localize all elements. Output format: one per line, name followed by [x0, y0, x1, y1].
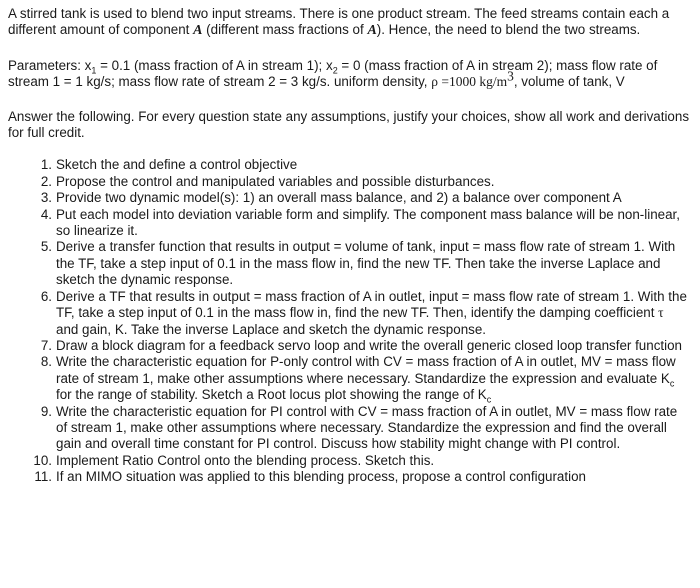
component-a-symbol: A	[367, 23, 377, 39]
question-list	[8, 157, 692, 485]
question-item: 7. Draw a block diagram for a feedback servo loop and write the overall generic closed loop transfer function	[40, 337, 682, 353]
tau-symbol: τ	[658, 305, 664, 321]
question-item: 10. Implement Ratio Control onto the blending process. Sketch this.	[33, 452, 435, 468]
question-item: 9. Write the characteristic equation for PI control with CV = mass fraction of A in outlet, MV = mass flow rate of stream 1, make other assumptions where necessary. Standardize the expression and find the overall gain and overall time constant for PI control. Discuss how stability might change with PI control.	[40, 403, 678, 452]
question-item: 1. Sketch the and define a control objective	[40, 157, 298, 173]
question-item: 2. Propose the control and manipulated variables and possible disturbances.	[40, 173, 495, 189]
question-item: 6. Derive a TF that results in output = mass fraction of A in outlet, input = mass flow rate of stream 1. With the TF, take a step input of 0.1 in the mass flow in, find the new TF. Then, identify the damping coefficient τ and gain, K. Take the inverse Laplace and sketch the dynamic response.	[40, 288, 687, 337]
question-item: 5. Derive a transfer function that results in output = volume of tank, input = mass flow rate of stream 1. With the TF, take a step input of 0.1 in the mass flow in, find the new TF. Then take the inverse Laplace and sketch the dynamic response.	[40, 239, 676, 288]
question-item: 8. Write the characteristic equation for P-only control with CV = mass fraction of A in outlet, MV = mass flow rate of stream 1, make other assumptions where necessary. Standardize the expression and evaluate $K_c$ for the range of stability. Sketch a Root locus plot showing the range of $K_c$	[40, 354, 676, 405]
question-item: 3. Provide two dynamic model(s): 1) an overall mass balance, and 2) a balance over component A	[40, 190, 622, 206]
question-item: 4. Put each model into deviation variable form and simplify. The component mass balance will be non-linear, so linearize it.	[40, 206, 680, 239]
instructions-paragraph: Answer the following. For every question state any assumptions, justify your choices, show all work and derivations for full credit.	[8, 108, 690, 141]
parameters-paragraph: Parameters: $x_1 = 0.1$ (mass fraction of A in stream 1); $x_2 = 0$ (mass fraction of A in stream 2); mass flow rate of stream 1 = 1 kg/s; mass flow rate of stream 2 = 3 kg/s. uniform density, ρ =1000 $kg/m^3$, volume of tank, V	[8, 57, 658, 90]
density-value: ρ =1000 kg/m	[431, 74, 508, 90]
document-page	[8, 6, 692, 486]
question-item: 11. If an MIMO situation was applied to this blending process, propose a control configuration	[34, 469, 586, 485]
intro-paragraph: A stirred tank is used to blend two input streams. There is one product stream. The feed streams contain each a different amount of component A (different mass fractions of A). Hence, the need to blend the two streams.	[8, 6, 670, 39]
component-a-symbol: A	[193, 23, 203, 39]
